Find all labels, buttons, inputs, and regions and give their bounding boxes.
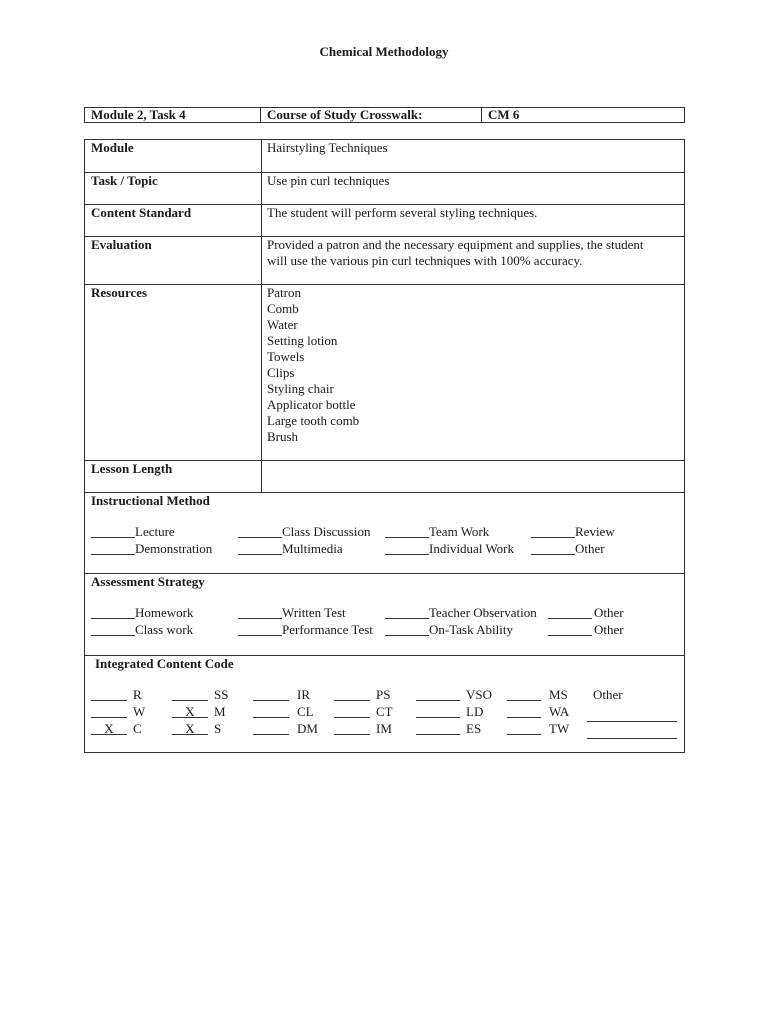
blank-line[interactable] [91,541,135,555]
option-class-work[interactable]: Class work [91,622,193,638]
evaluation-label: Evaluation [91,237,152,252]
code-ir[interactable]: IR [253,687,310,703]
code-wa[interactable]: WA [507,704,569,720]
row-assessment-strategy [85,574,684,656]
blank-line[interactable] [238,622,282,636]
row-module [85,140,684,173]
crosswalk-value-cell: CM 6 [488,107,520,122]
blank-line[interactable] [91,524,135,538]
blank-line[interactable] [172,687,208,701]
resource-item: Setting lotion [267,333,338,348]
blank-line[interactable] [416,721,460,735]
blank-line[interactable] [385,622,429,636]
content-standard-label: Content Standard [91,205,192,220]
option-lecture[interactable]: Lecture [91,524,175,540]
option-performance-test[interactable]: Performance Test [238,622,373,638]
blank-line[interactable] [91,605,135,619]
code-ms[interactable]: MS [507,687,568,703]
code-ld[interactable]: LD [416,704,483,720]
blank-line[interactable] [238,524,282,538]
lesson-plan-table [84,139,685,753]
option-individual-work[interactable]: Individual Work [385,541,514,557]
integrated-content-code-title: Integrated Content Code [95,656,234,671]
blank-line[interactable] [385,605,429,619]
code-cl[interactable]: CL [253,704,314,720]
code-r[interactable]: R [91,687,142,703]
resource-item: Water [267,317,298,332]
crosswalk-label-cell: Course of Study Crosswalk: [261,108,482,122]
blank-line[interactable] [253,704,289,718]
resource-item: Comb [267,301,299,316]
row-resources [85,285,684,461]
row-content-standard [85,205,684,237]
resource-item: Brush [267,429,299,444]
blank-line[interactable] [253,687,289,701]
mark-x[interactable]: X [172,704,208,718]
blank-line[interactable] [253,721,289,735]
resources-label: Resources [91,285,148,300]
option-other-1[interactable]: Other [548,605,624,621]
module-task-cell: Module 2, Task 4 [85,108,261,122]
blank-line[interactable] [91,622,135,636]
blank-line[interactable] [385,541,429,555]
option-teacher-observation[interactable]: Teacher Observation [385,605,537,621]
row-instructional-method [85,493,684,574]
blank-line[interactable] [531,541,575,555]
mark-x[interactable]: X [91,721,127,735]
row-integrated-content-code [85,656,684,754]
code-other-label: Other [593,687,623,702]
task-value: Use pin curl techniques [267,173,390,188]
blank-line[interactable] [334,721,370,735]
code-ps[interactable]: PS [334,687,390,703]
resource-item: Patron [267,285,301,300]
blank-line[interactable] [507,721,541,735]
module-value: Hairstyling Techniques [267,140,388,155]
blank-line[interactable] [531,524,575,538]
code-tw[interactable]: TW [507,721,569,737]
task-label: Task / Topic [91,173,158,188]
code-ct[interactable]: CT [334,704,393,720]
blank-line[interactable] [507,687,541,701]
row-lesson-length [85,461,684,493]
header-strip [84,107,685,123]
code-s[interactable]: X S [172,721,221,737]
resource-item: Towels [267,349,305,364]
resource-item: Clips [267,365,295,380]
option-demonstration[interactable]: Demonstration [91,541,212,557]
evaluation-line-2: will use the various pin curl techniques with 100% accuracy. [267,253,583,268]
blank-line[interactable] [507,704,541,718]
code-m[interactable]: X M [172,704,226,720]
module-label: Module [91,140,134,155]
option-on-task-ability[interactable]: On-Task Ability [385,622,513,638]
code-c[interactable]: X C [91,721,142,737]
code-other-line-2[interactable] [587,737,677,739]
row-task [85,173,684,205]
option-team-work[interactable]: Team Work [385,524,489,540]
blank-line[interactable] [334,687,370,701]
instructional-method-title: Instructional Method [91,493,210,508]
code-other-line-1[interactable] [587,720,677,722]
resources-list [267,285,672,445]
option-class-discussion[interactable]: Class Discussion [238,524,370,540]
blank-line[interactable] [548,622,592,636]
blank-line[interactable] [238,541,282,555]
blank-line[interactable] [548,605,592,619]
evaluation-value [267,237,672,269]
content-standard-value: The student will perform several styling techniques. [267,205,538,220]
blank-line[interactable] [385,524,429,538]
option-written-test[interactable]: Written Test [238,605,346,621]
option-multimedia[interactable]: Multimedia [238,541,343,557]
option-review[interactable]: Review [531,524,615,540]
blank-line[interactable] [91,704,127,718]
code-ss[interactable]: SS [172,687,228,703]
document-title: Chemical Methodology [319,44,449,59]
option-other-2[interactable]: Other [548,622,624,638]
code-es[interactable]: ES [416,721,481,737]
assessment-strategy-title: Assessment Strategy [91,574,205,589]
code-vso[interactable]: VSO [416,687,492,703]
mark-x[interactable]: X [172,721,208,735]
option-other[interactable]: Other [531,541,605,557]
blank-line[interactable] [416,687,460,701]
blank-line[interactable] [334,704,370,718]
option-homework[interactable]: Homework [91,605,194,621]
code-w[interactable]: W [91,704,145,720]
resource-item: Large tooth comb [267,413,360,428]
lesson-length-label: Lesson Length [91,461,173,476]
row-evaluation [85,237,684,285]
code-dm[interactable]: DM [253,721,318,737]
resource-item: Applicator bottle [267,397,356,412]
blank-line[interactable] [238,605,282,619]
resource-item: Styling chair [267,381,334,396]
evaluation-line-1: Provided a patron and the necessary equipment and supplies, the student [267,237,644,252]
code-im[interactable]: IM [334,721,392,737]
blank-line[interactable] [91,687,127,701]
blank-line[interactable] [416,704,460,718]
